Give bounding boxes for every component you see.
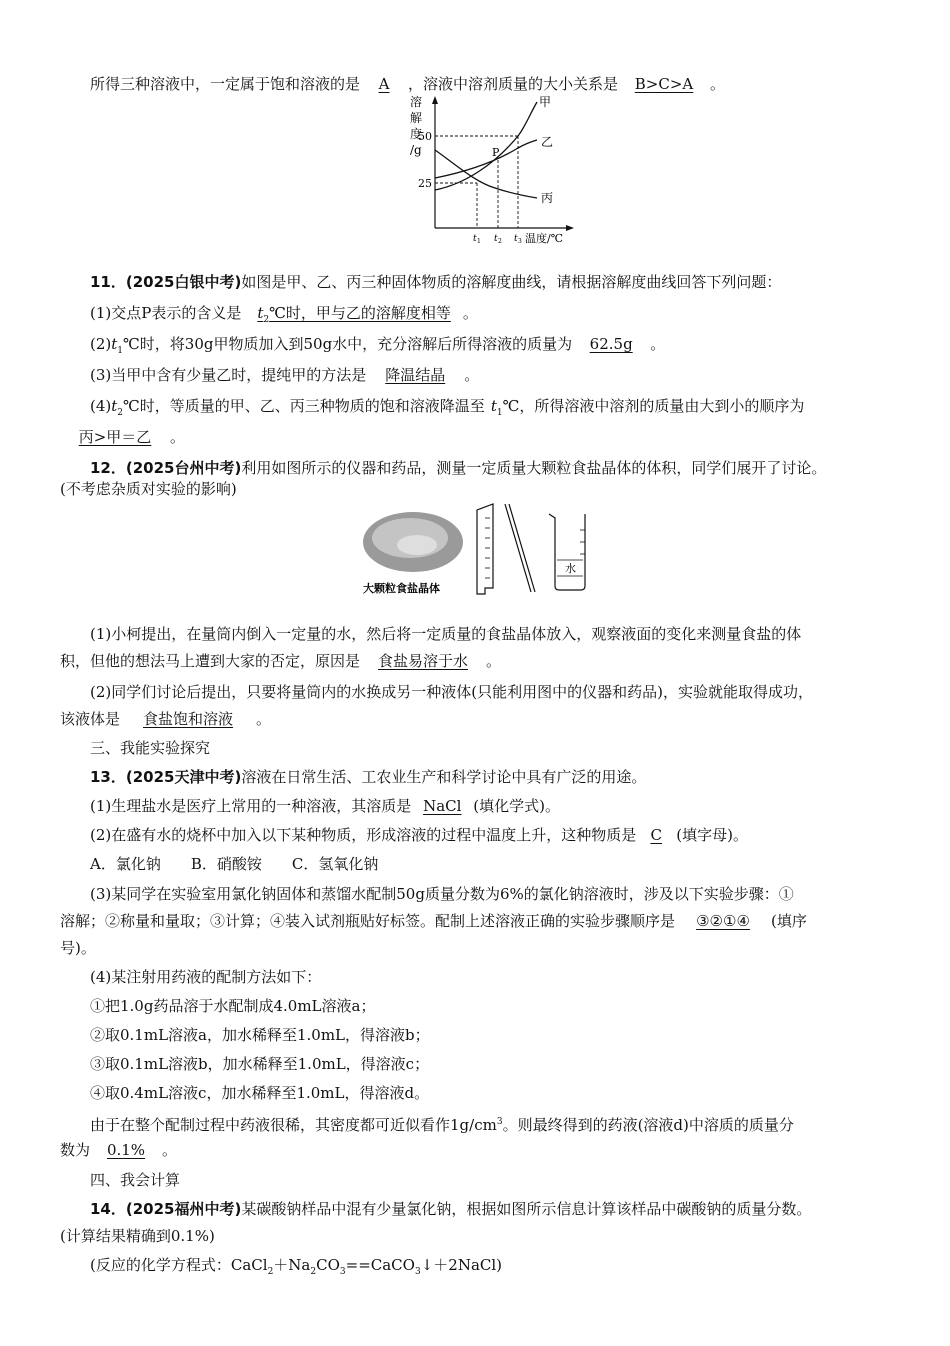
eq-sub1: 2 — [267, 1267, 274, 1277]
q12-heading-2 — [60, 479, 920, 499]
q12-p2-end: 。 — [256, 710, 272, 728]
q13-p3-answer: ③②①④ — [696, 912, 750, 930]
q13-p1-text: (1)生理盐水是医疗上常用的一种溶液，其溶质是 — [90, 797, 412, 815]
q13-p3a-text: (3)某同学在实验室用氯化钠固体和蒸馏水配制50g质量分数为6%的氯化钠溶液时，涉及以下实验步骤：① — [90, 885, 794, 903]
q13-step4-text: ④取0.4mL溶液c，加水稀释至1.0mL，得溶液d。 — [90, 1084, 430, 1102]
q13-options — [90, 854, 920, 874]
q13-p3-end: (填序 — [771, 912, 807, 930]
q11-p4-t2: t — [490, 397, 497, 415]
eq-end: ↓＋2NaCl) — [420, 1256, 503, 1274]
q11-p4-t: t — [111, 397, 118, 415]
q11-p4-end: 。 — [170, 428, 186, 446]
q12-text: 利用如图所示的仪器和药品，测量一定质量大颗粒食盐晶体的体积，同学们展开了讨论。 — [241, 459, 827, 477]
q13-step3 — [90, 1054, 920, 1074]
section-4-heading — [90, 1170, 920, 1190]
q13-p5-answer: 0.1% — [106, 1141, 146, 1159]
solubility-chart — [405, 92, 575, 248]
q11-p4-sub2: 1 — [496, 408, 503, 418]
q11-p4-pre: (4) — [90, 397, 112, 415]
q13-source: (2025天津中考) — [125, 768, 242, 786]
q13-part3a — [90, 884, 920, 904]
q13-p5b-text: 数为 — [60, 1141, 91, 1159]
t2-label: t — [494, 234, 498, 244]
q11-p1-answer-text: ℃时，甲与乙的溶解度相等 — [269, 304, 451, 322]
q11-p2-sub: 1 — [117, 346, 124, 356]
q11-p1-answer — [241, 304, 463, 325]
q11-source: (2025白银中考) — [125, 273, 242, 291]
y-tick-50: 50 — [418, 130, 432, 143]
q14-equation — [90, 1255, 920, 1282]
q12-p1a-text: (1)小柯提出，在量筒内倒入一定量的水，然后将一定质量的食盐晶体放入，观察液面的变化来测量食盐的体 — [90, 625, 802, 643]
eq-mid1: ＋Na — [273, 1256, 311, 1274]
q12-part1a — [90, 624, 920, 644]
q11-part3 — [90, 365, 950, 385]
q13-part5b — [60, 1140, 920, 1160]
q13-heading — [90, 767, 920, 787]
y-label-2: 解 — [410, 111, 423, 125]
q10-text-mid: ，溶液中溶剂质量的大小关系是 — [408, 75, 619, 93]
q11-p1-end: 。 — [462, 304, 478, 322]
q11-p4-answer: 丙>甲＝乙 — [78, 428, 152, 446]
q13-p3c-text: 号)。 — [60, 939, 96, 957]
q13-number: 13． — [90, 768, 126, 786]
q13-text: 溶液在日常生活、工农业生产和科学讨论中具有广泛的用途。 — [241, 768, 647, 786]
q10-end: 。 — [710, 75, 726, 93]
section-4-text: 四、我会计算 — [90, 1171, 181, 1189]
graduated-cylinder — [477, 504, 493, 594]
q13-p5-end: 。 — [162, 1141, 178, 1159]
beaker — [549, 514, 585, 590]
q11-part1 — [90, 303, 950, 330]
eq-sub3: 3 — [339, 1267, 346, 1277]
t1-sub: 1 — [477, 238, 481, 245]
yi-label: 乙 — [541, 135, 554, 149]
q13-part5a — [90, 1112, 920, 1135]
eq-mid2: CO — [316, 1256, 340, 1274]
q12-p2-answer: 食盐饱和溶液 — [143, 710, 234, 728]
section-3-text: 三、我能实验探究 — [90, 739, 211, 757]
q10-text: 所得三种溶液中，一定属于饱和溶液的是 — [90, 75, 361, 93]
q11-number: 11． — [90, 273, 126, 291]
q14-heading — [90, 1199, 920, 1219]
q13-step1-text: ①把1.0g药品溶于水配制成4.0mL溶液a； — [90, 997, 376, 1015]
q13-p2-end: (填字母)。 — [676, 826, 748, 844]
q13-p1-answer: NaCl — [423, 797, 462, 815]
q11-text: 如图是甲、乙、丙三种固体物质的溶解度曲线，请根据溶解度曲线回答下列问题： — [241, 273, 782, 291]
q12-p2b-text: 该液体是 — [60, 710, 121, 728]
curve-yi — [435, 140, 537, 178]
q10-answer-1: A — [378, 75, 390, 93]
x-axis-label: 温度/℃ — [525, 232, 564, 245]
eq-mid3: ==CaCO — [345, 1256, 415, 1274]
q12-part2b — [60, 709, 920, 729]
bing-label: 丙 — [541, 191, 554, 205]
q13-part3c — [60, 938, 920, 958]
q14-text-2: (计算结果精确到0.1%) — [60, 1227, 215, 1245]
t3-sub: 3 — [518, 238, 522, 245]
q13-part1 — [90, 796, 920, 816]
q11-p4-sub: 2 — [117, 408, 124, 418]
q14-source: (2025福州中考) — [125, 1200, 242, 1218]
q13-p4-text: (4)某注射用药液的配制方法如下： — [90, 968, 322, 986]
q11-p4-text-b: ℃，所得溶液中溶剂的质量由大到小的顺序为 — [502, 397, 805, 415]
q13-p2-text: (2)在盛有水的烧杯中加入以下某种物质，形成溶液的过程中温度上升，这种物质是 — [90, 826, 637, 844]
q12-p2a-text: (2)同学们讨论后提出，只要将量筒内的水换成另一种液体(只能利用图中的仪器和药品)，实验就能取得成功， — [90, 683, 813, 701]
q11-part4-answer-line — [60, 427, 920, 447]
q13-p5a-end: 。则最终得到的药液(溶液d)中溶质的质量分 — [502, 1116, 794, 1134]
t3-label: t — [514, 234, 518, 244]
eq-sub2: 2 — [310, 1267, 317, 1277]
t2-sub: 2 — [498, 238, 502, 245]
y-tick-25: 25 — [418, 177, 432, 190]
q13-p5a-text: 由于在整个配制过程中药液很稀，其密度都可近似看作1g/cm — [90, 1116, 497, 1134]
y-label-1: 溶 — [410, 95, 423, 109]
q12-p1-end: 。 — [486, 652, 502, 670]
y-axis-arrow — [432, 96, 438, 104]
q12-part1b — [60, 651, 920, 671]
eq-sub4: 3 — [414, 1267, 421, 1277]
q13-step2 — [90, 1025, 920, 1045]
q11-p2-pre: (2) — [90, 335, 112, 353]
q10-answer-2: B>C>A — [634, 75, 694, 93]
q11-p1-text: (1)交点P表示的含义是 — [90, 304, 242, 322]
q11-p1-sub: 2 — [263, 315, 270, 325]
x-axis-arrow — [566, 225, 574, 231]
q12-part2a — [90, 682, 920, 702]
q12-heading — [90, 458, 950, 478]
q11-p2-t: t — [111, 335, 118, 353]
q13-part3b — [60, 911, 920, 931]
q13-options-text: A．氯化钠 B．硝酸铵 C．氢氧化钠 — [90, 855, 379, 873]
q13-step3-text: ③取0.1mL溶液b，加水稀释至1.0mL，得溶液c； — [90, 1055, 430, 1073]
q11-heading — [90, 272, 950, 292]
q10-line — [90, 74, 950, 94]
y-label-3: 度 — [410, 127, 423, 141]
section-3-heading — [90, 738, 920, 758]
q14-text: 某碳酸钠样品中混有少量氯化钠，根据如图所示信息计算该样品中碳酸钠的质量分数。 — [241, 1200, 812, 1218]
glass-rod — [505, 504, 531, 592]
q12-p1b-text: 积，但他的想法马上遭到大家的否定，原因是 — [60, 652, 361, 670]
q11-part2 — [90, 334, 950, 361]
eq-pre: (反应的化学方程式：CaCl — [90, 1256, 268, 1274]
q14-heading-2 — [60, 1226, 920, 1246]
water-label: 水 — [565, 562, 576, 575]
q13-part2 — [90, 825, 920, 845]
q14-number: 14． — [90, 1200, 126, 1218]
q13-p1-end: (填化学式)。 — [473, 797, 560, 815]
q11-p4-text-a: ℃时，等质量的甲、乙、丙三种物质的饱和溶液降温至 — [123, 397, 485, 415]
q13-p2-answer: C — [650, 826, 662, 844]
q13-p3b-text: 溶解；②称量和量取；③计算；④装入试剂瓶贴好标签。配制上述溶液正确的实验步骤顺序是 — [60, 912, 676, 930]
q13-step2-text: ②取0.1mL溶液a，加水稀释至1.0mL，得溶液b； — [90, 1026, 430, 1044]
q11-p3-answer: 降温结晶 — [385, 366, 446, 384]
salt-crystal-highlight-2 — [397, 535, 437, 555]
q13-step1 — [90, 996, 920, 1016]
q11-part4 — [90, 396, 950, 423]
q13-p5a-sup: 3 — [496, 1117, 503, 1127]
salt-label: 大颗粒食盐晶体 — [363, 583, 440, 595]
t1-label: t — [473, 234, 477, 244]
q11-p2-text: ℃时，将30g甲物质加入到50g水中，充分溶解后所得溶液的质量为 — [123, 335, 573, 353]
q11-p1-t: t — [257, 304, 264, 322]
q13-step4 — [90, 1083, 920, 1103]
q12-text-2: (不考虑杂质对实验的影响) — [60, 480, 237, 498]
q12-number: 12． — [90, 459, 126, 477]
q13-part4 — [90, 967, 920, 987]
jia-label: 甲 — [539, 95, 552, 109]
y-label-4: /g — [410, 143, 422, 157]
apparatus-figure — [355, 500, 595, 600]
q11-p2-end: 。 — [650, 335, 666, 353]
q12-p1-answer: 食盐易溶于水 — [378, 652, 469, 670]
q11-p3-end: 。 — [464, 366, 480, 384]
q12-source: (2025台州中考) — [125, 459, 242, 477]
point-p-label: P — [492, 146, 500, 159]
q11-p2-answer: 62.5g — [589, 335, 633, 353]
q11-p3-text: (3)当甲中含有少量乙时，提纯甲的方法是 — [90, 366, 367, 384]
